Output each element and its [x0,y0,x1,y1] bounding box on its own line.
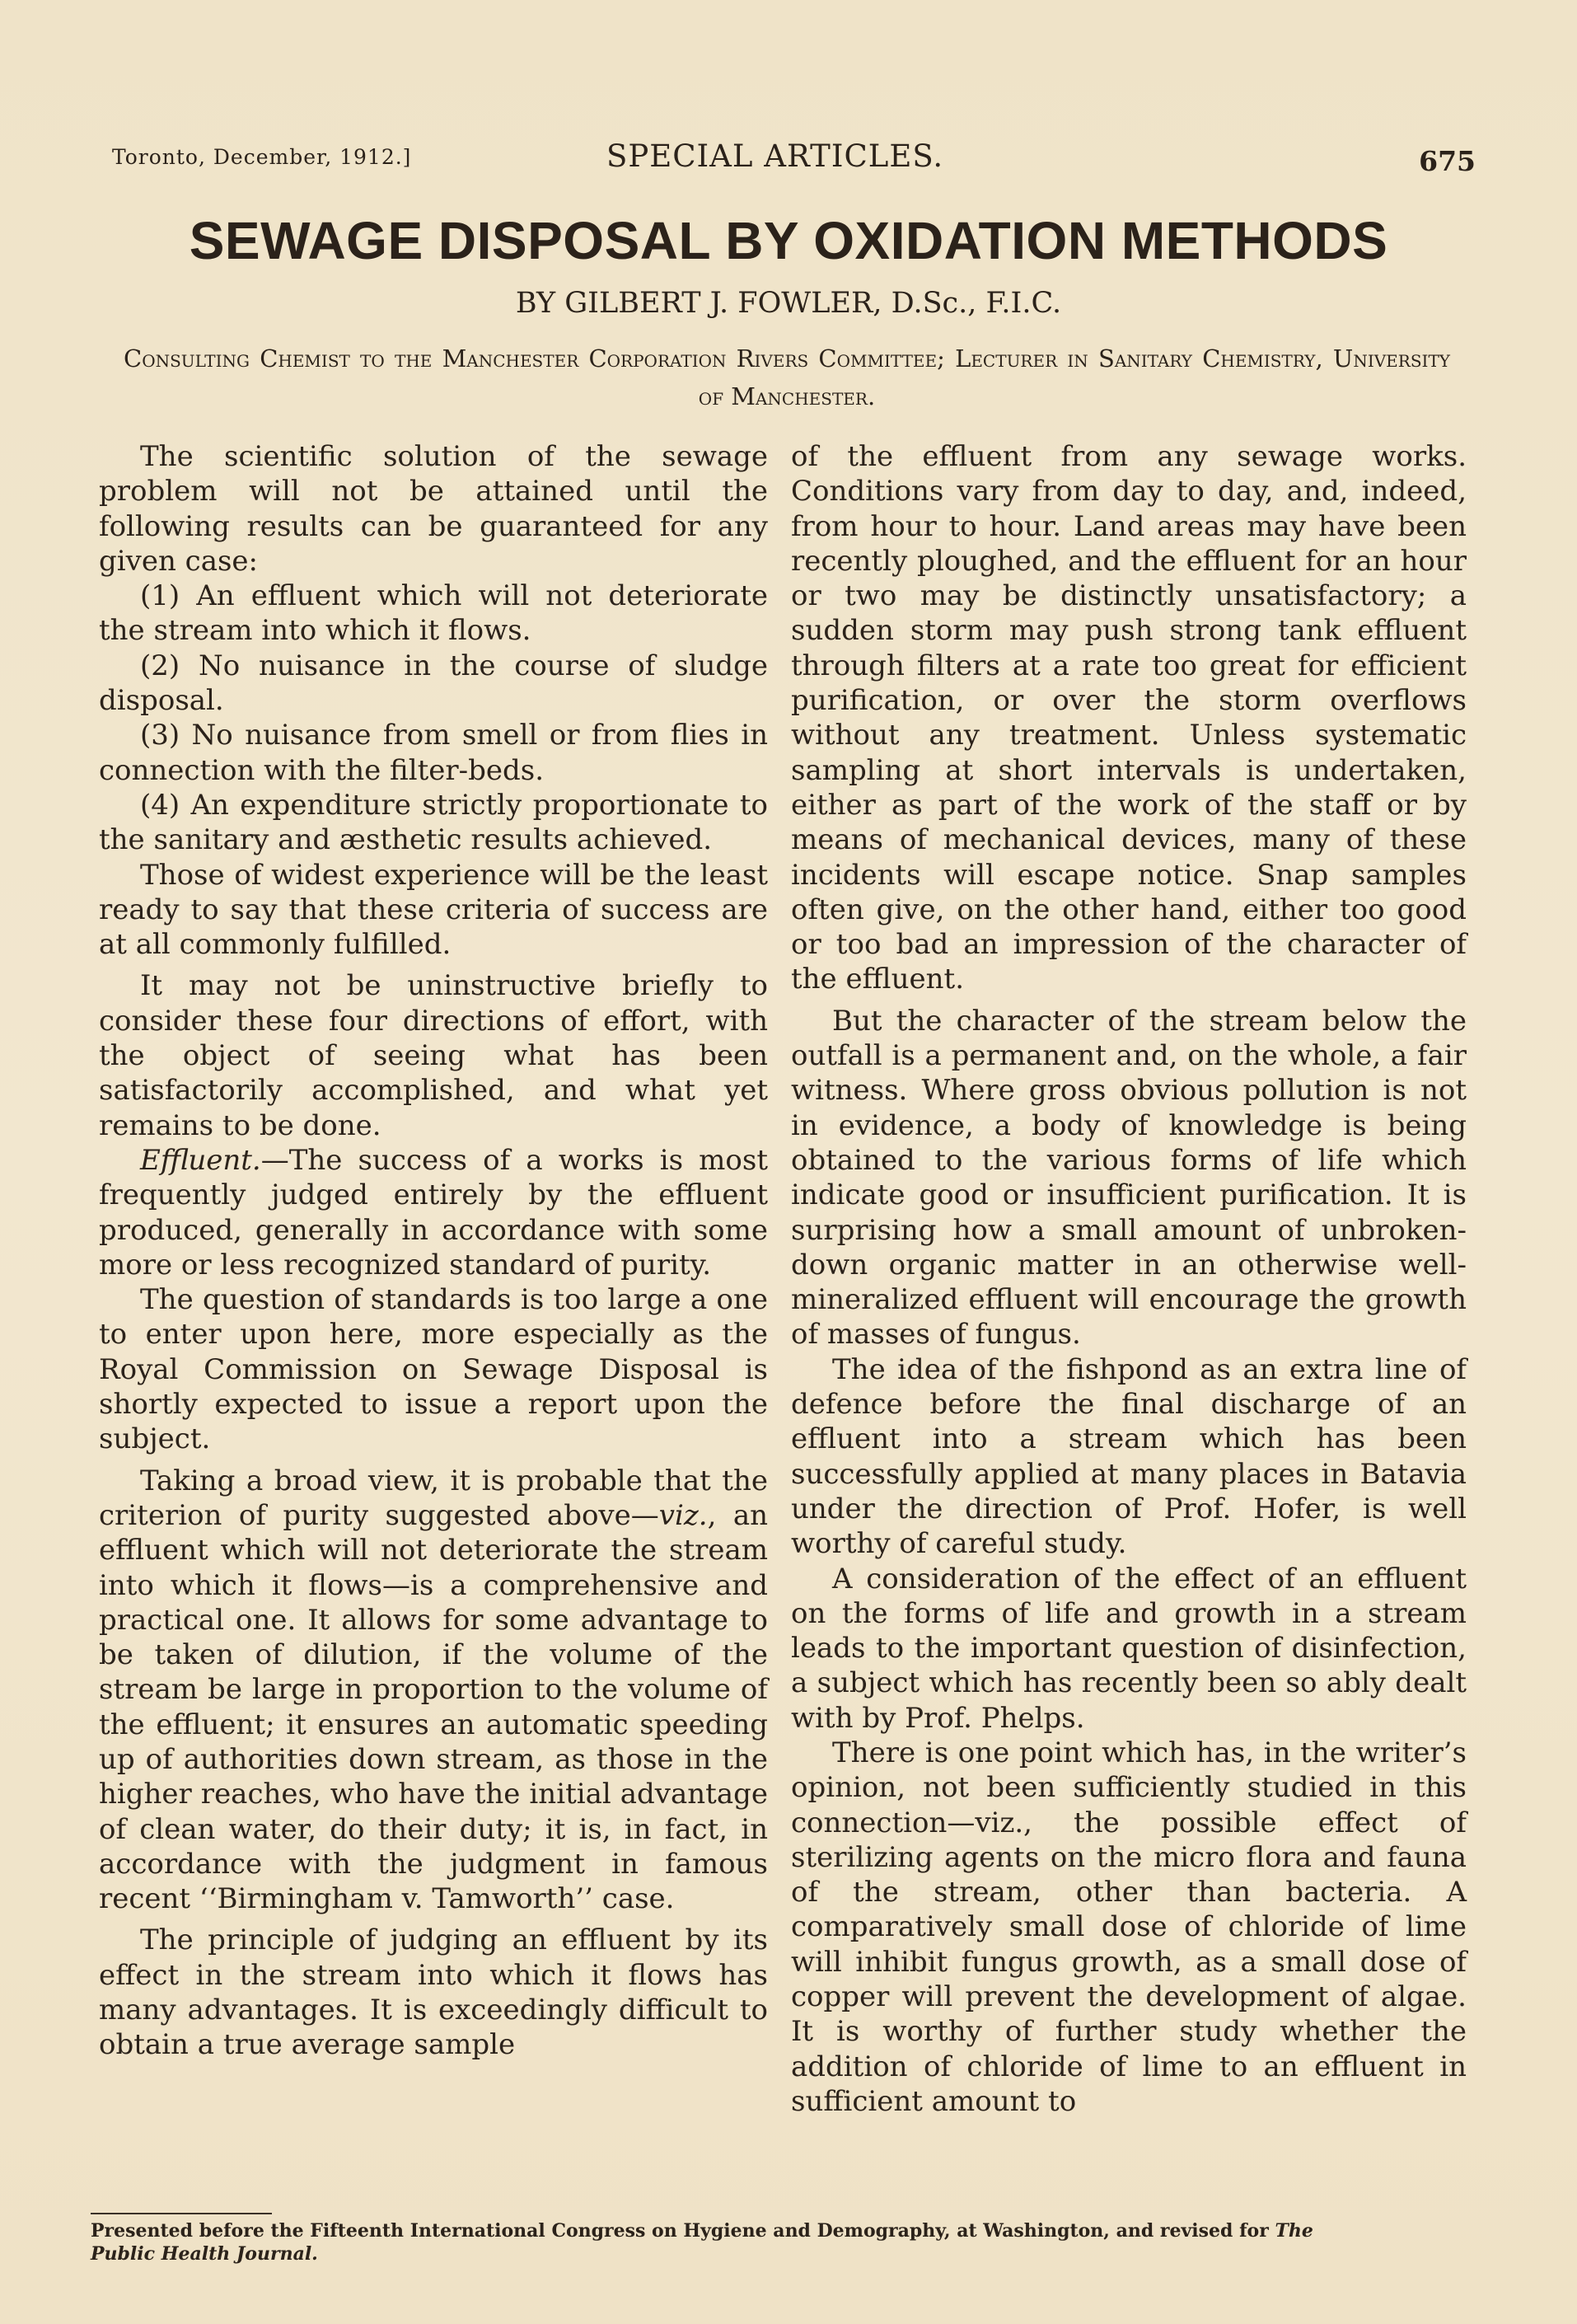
paragraph [99,1143,768,1282]
paragraph-text: —The success of a works is most frequently judged entirely by the effluent produced, generally in accordance with some more or less recognized standard of purity. [99,1143,768,1281]
paragraph-text: viz. [658,1498,708,1532]
section-title: SPECIAL ARTICLES. [606,138,944,174]
journal-name: Public Health Journal. [91,2243,318,2265]
author-affiliation: Consulting Chemist to the Manchester Corporation Rivers Committee; Lecturer in Sanitary Chemistry, University of Manchester. [124,344,1450,410]
criterion-item: (1) An effluent which will not deteriorate the stream into which it flows. [99,579,768,648]
paragraph: A consideration of the effect of an effluent on the forms of life and growth in a stream leads to the important question of disinfection, a subject which has recently been so ably dealt with by Prof. Phelps. [791,1562,1467,1735]
paragraph: The question of standards is too large a one to enter upon here, more especially as the Royal Commission on Sewage Disposal is shortly expected to issue a report upon the subject. [99,1283,768,1456]
criterion-item: (2) No nuisance in the course of sludge disposal. [99,649,768,718]
paragraph: Those of widest experience will be the least ready to say that these criteria of success are at all commonly fulfilled. [99,858,768,962]
running-head [112,138,1476,188]
article-title: SEWAGE DISPOSAL BY OXIDATION METHODS [189,211,1388,270]
paragraph-text: Taking a broad view, it is probable that the criterion of purity suggested above— [99,1464,768,1532]
paragraph: of the effluent from any sewage works. Conditions vary from day to day, and, indeed, from hour to hour. Land areas may have been recently ploughed, and the effluent for an hour or two may be distinctly unsatisfactory; a sudden storm may push strong tank effluent through filters at a rate too great for efficient purification, or over the storm overflows without any treatment. Unless systematic sampling at short intervals is undertaken, either as part of the work of the staff or by means of mechanical devices, many of these incidents will escape notice. Snap samples often give, on the other hand, either too good or too bad an impression of the character of the effluent. [791,440,1467,996]
paragraph: The principle of judging an effluent by its effect in the stream into which it flows has many advantages. It is exceedingly difficult to obtain a true average sample [99,1923,768,2062]
paragraph: It may not be uninstructive briefly to consider these four directions of effort, with the object of seeing what has been satisfactorily accomplished, and what yet remains to be done. [99,969,768,1142]
article-byline: BY GILBERT J. FOWLER, D.Sc., F.I.C. [515,287,1062,320]
paragraph [99,1464,768,1917]
footnote-text: Presented before the Fifteenth International Congress on Hygiene and Demography, at Washington, and revised for [91,2220,1275,2242]
footnote [91,2219,1475,2265]
page-number: 675 [1419,145,1476,177]
paragraph: The idea of the fishpond as an extra line of defence before the final discharge of an effluent into a stream which has been successfully applied at many places in Batavia under the direction of Prof. Hofer, is well worthy of careful study. [791,1352,1467,1561]
criterion-item: (4) An expenditure strictly proportionate to the sanitary and æsthetic results achieved. [99,788,768,857]
footnote-rule [91,2213,272,2214]
journal-name: The [1275,2220,1313,2242]
criterion-item: (3) No nuisance from smell or from flies in connection with the filter-beds. [99,719,768,787]
paragraph: But the character of the stream below the outfall is a permanent and, on the whole, a fair witness. Where gross obvious pollution is not in evidence, a body of knowledge is being obtained to the various forms of life which indicate good or insufficient purification. It is surprising how a small amount of unbroken-down organic matter in an otherwise well-mineralized effluent will encourage the growth of masses of fungus. [791,1004,1467,1352]
paragraph: There is one point which has, in the writer’s opinion, not been sufficiently studied in this connection—viz., the possible effect of sterilizing agents on the micro flora and fauna of the stream, other than bacteria. A comparatively small dose of chloride of lime will inhibit fungus growth, as a small dose of copper will prevent the development of algae. It is worthy of further study whether the addition of chloride of lime to an effluent in sufficient amount to [791,1736,1467,2118]
section-heading-effluent: Effluent. [140,1143,261,1177]
paragraph-text: , an effluent which will not deteriorate the stream into which it flows—is a comprehensive and practical one. It allows for some advantage to be taken of dilution, if the volume of the stream be large in proportion to the volume of the effluent; it ensures an automatic speeding up of authorities down stream, as those in the higher reaches, who have the initial advantage of clean water, do their duty; it is, in fact, in accordance with the judgment in famous recent ‘‘Birmingham v. Tamworth’’ case. [99,1498,768,1916]
paragraph: The scientific solution of the sewage problem will not be attained until the following results can be guaranteed for any given case: [99,440,768,578]
left-column [99,439,768,2063]
right-column [791,439,1467,2119]
issue-date: Toronto, December, 1912.] [112,145,412,169]
